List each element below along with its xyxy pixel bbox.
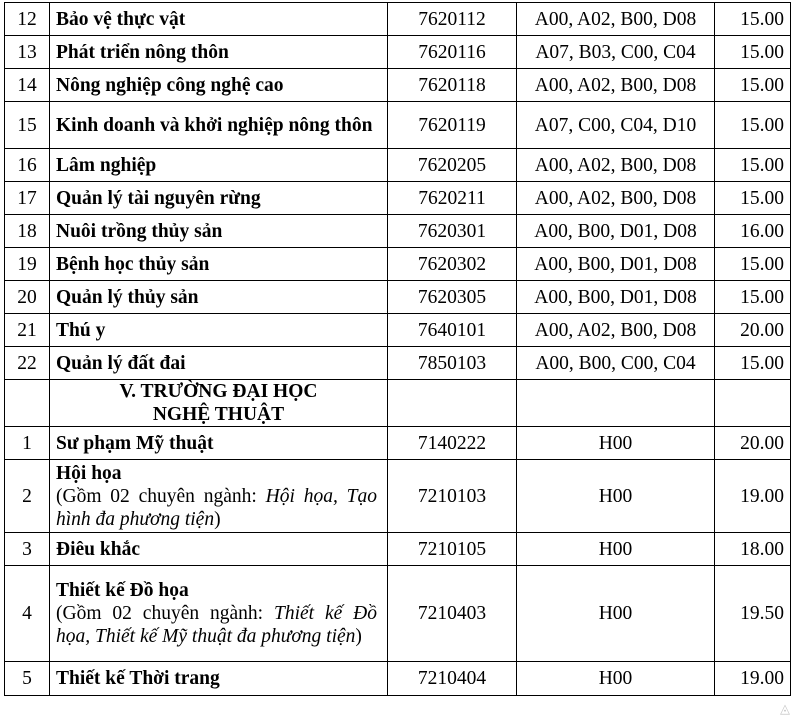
major-name: Quản lý tài nguyên rừng — [50, 182, 388, 215]
subject-combination: H00 — [517, 427, 715, 460]
subject-combination: A00, B00, D01, D08 — [517, 281, 715, 314]
section-title — [50, 380, 388, 427]
subject-combination: H00 — [517, 533, 715, 566]
major-code: 7620116 — [388, 36, 517, 69]
row-number: 20 — [5, 281, 50, 314]
empty-cell — [5, 380, 50, 427]
section-title-line-2: NGHỆ THUẬT — [152, 404, 285, 425]
cutoff-score: 15.00 — [715, 347, 791, 380]
row-number: 22 — [5, 347, 50, 380]
table-row — [5, 3, 791, 36]
major-note: (Gồm 02 chuyên ngành: Thiết kế Đồ họa, Thiết kế Mỹ thuật đa phương tiện) — [56, 603, 377, 647]
table-row — [5, 427, 791, 460]
major-code: 7620112 — [388, 3, 517, 36]
table-row — [5, 36, 791, 69]
major-code: 7210105 — [388, 533, 517, 566]
row-number: 19 — [5, 248, 50, 281]
table-row — [5, 102, 791, 149]
table-row — [5, 182, 791, 215]
empty-cell — [388, 380, 517, 427]
major-code: 7620301 — [388, 215, 517, 248]
subject-combination: A07, C00, C04, D10 — [517, 102, 715, 149]
major-title: Thiết kế Đồ họa — [56, 580, 189, 601]
cutoff-score: 15.00 — [715, 248, 791, 281]
subject-combination: A00, B00, D01, D08 — [517, 215, 715, 248]
major-name: Sư phạm Mỹ thuật — [50, 427, 388, 460]
major-code: 7640101 — [388, 314, 517, 347]
major-code: 7140222 — [388, 427, 517, 460]
admission-score-table — [4, 2, 791, 696]
row-number: 17 — [5, 182, 50, 215]
table-row — [5, 281, 791, 314]
row-number: 13 — [5, 36, 50, 69]
major-code: 7210403 — [388, 566, 517, 662]
major-code: 7620119 — [388, 102, 517, 149]
subject-combination: A00, B00, C00, C04 — [517, 347, 715, 380]
major-name: Bảo vệ thực vật — [50, 3, 388, 36]
major-code: 7210103 — [388, 460, 517, 533]
major-name: Phát triển nông thôn — [50, 36, 388, 69]
section-title-line-1: V. TRƯỜNG ĐẠI HỌC — [119, 381, 318, 402]
major-name: Điêu khắc — [50, 533, 388, 566]
row-number: 1 — [5, 427, 50, 460]
major-name: Nông nghiệp công nghệ cao — [50, 69, 388, 102]
major-name: Thú y — [50, 314, 388, 347]
major-name: Quản lý thủy sản — [50, 281, 388, 314]
row-number: 14 — [5, 69, 50, 102]
cutoff-score: 20.00 — [715, 427, 791, 460]
row-number: 3 — [5, 533, 50, 566]
row-number: 15 — [5, 102, 50, 149]
cutoff-score: 19.00 — [715, 662, 791, 696]
subject-combination: H00 — [517, 566, 715, 662]
major-name: Bệnh học thủy sản — [50, 248, 388, 281]
cutoff-score: 15.00 — [715, 3, 791, 36]
cutoff-score: 18.00 — [715, 533, 791, 566]
cutoff-score: 16.00 — [715, 215, 791, 248]
cutoff-score: 19.50 — [715, 566, 791, 662]
cutoff-score: 15.00 — [715, 182, 791, 215]
cutoff-score: 19.00 — [715, 460, 791, 533]
table-row — [5, 69, 791, 102]
empty-cell — [517, 380, 715, 427]
subject-combination: A00, A02, B00, D08 — [517, 149, 715, 182]
table-row — [5, 248, 791, 281]
cutoff-score: 15.00 — [715, 102, 791, 149]
section-header-row — [5, 380, 791, 427]
major-code: 7620302 — [388, 248, 517, 281]
cutoff-score: 15.00 — [715, 281, 791, 314]
corner-mark-icon: ◬ — [780, 702, 790, 717]
subject-combination: A00, A02, B00, D08 — [517, 314, 715, 347]
table-row — [5, 460, 791, 533]
table-row — [5, 149, 791, 182]
major-code: 7850103 — [388, 347, 517, 380]
cutoff-score: 15.00 — [715, 69, 791, 102]
row-number: 4 — [5, 566, 50, 662]
table-row — [5, 347, 791, 380]
subject-combination: H00 — [517, 662, 715, 696]
table-row — [5, 662, 791, 696]
cutoff-score: 20.00 — [715, 314, 791, 347]
subject-combination: A07, B03, C00, C04 — [517, 36, 715, 69]
major-code: 7210404 — [388, 662, 517, 696]
row-number: 21 — [5, 314, 50, 347]
major-name: Nuôi trồng thủy sản — [50, 215, 388, 248]
cutoff-score: 15.00 — [715, 149, 791, 182]
major-name — [50, 566, 388, 662]
major-code: 7620211 — [388, 182, 517, 215]
subject-combination: H00 — [517, 460, 715, 533]
subject-combination: A00, B00, D01, D08 — [517, 248, 715, 281]
major-code: 7620118 — [388, 69, 517, 102]
cutoff-score: 15.00 — [715, 36, 791, 69]
subject-combination: A00, A02, B00, D08 — [517, 69, 715, 102]
row-number: 18 — [5, 215, 50, 248]
table-row — [5, 533, 791, 566]
subject-combination: A00, A02, B00, D08 — [517, 182, 715, 215]
empty-cell — [715, 380, 791, 427]
subject-combination: A00, A02, B00, D08 — [517, 3, 715, 36]
row-number: 2 — [5, 460, 50, 533]
major-name — [50, 460, 388, 533]
row-number: 5 — [5, 662, 50, 696]
row-number: 12 — [5, 3, 50, 36]
major-name: Quản lý đất đai — [50, 347, 388, 380]
major-name: Lâm nghiệp — [50, 149, 388, 182]
row-number: 16 — [5, 149, 50, 182]
major-code: 7620205 — [388, 149, 517, 182]
major-title: Hội họa — [56, 462, 122, 484]
table-row — [5, 215, 791, 248]
major-code: 7620305 — [388, 281, 517, 314]
major-name: Kinh doanh và khởi nghiệp nông thôn — [50, 102, 388, 149]
major-name: Thiết kế Thời trang — [50, 662, 388, 696]
table-row — [5, 314, 791, 347]
major-note: (Gồm 02 chuyên ngành: Hội họa, Tạo hình đa phương tiện) — [56, 485, 377, 530]
table-row — [5, 566, 791, 662]
